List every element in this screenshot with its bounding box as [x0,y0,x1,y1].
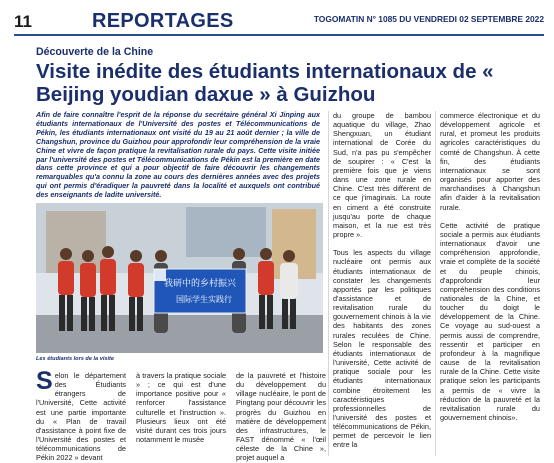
column-bottom-3: de la pauvreté et l'histoire du développement du village nucléaire, le pont de Pingtang pour découvrir les progrès du Guizhou en matière de développement des infrastructures, le FAST dénommé « l'œil céleste de la Chine », projet auquel a [236,371,326,463]
section-title: REPORTAGES [92,10,234,32]
paragraph: commerce électronique et du développement agricole et rural, et promeut les produits agricoles caractéristiques du comté de Changshun. À cette fin, des étudiants internationaux se sont organisés pour apporter des marchandises à Changshun afin d'aider à la revitalisation rurale. [440,111,540,212]
article-kicker: Découverte de la Chine [36,46,154,58]
paragraph: elon le département des Étudiants étrangers de l'Université, Cette activité est une partie importante du « Plan de travail d'assistance à point fixe de l'Université des postes et télécommunications de Pékin 2022 » devant [36,371,126,463]
group-photo [36,203,323,353]
drop-cap: S [36,367,53,395]
article-photo [36,203,323,353]
column-middle [333,111,431,459]
page-number: 11 [14,12,32,31]
paragraph: Tous les aspects du village nucléaire ont permis aux étudiants internationaux de constater les changements apportés par les politiques d'assistance et de revitalisation rurale du gouvernement chinois à la vie des habitants des zones rurales reculées de Chine. Selon le responsable des étudiants internationaux de l'université, Cette activité de pratique sociale pour les étudiants internationaux combine étroitement les caractéristiques professionnelles de l'université des postes et télécommunications de Pékin, permet de percevoir le lien entre la [333,248,431,450]
paragraph: Cette activité de pratique sociale a permis aux étudiants internationaux d'avoir une compréhension approfondie, vraie et complète de la société et du peuple chinois, d'approfondir leur compréhension des conditions nationales de la Chine, et toucher du doigt le développement de la Chine. Ce voyage au sud-ouest a permis aussi de comprendre, ressentir et participer en profondeur à la magnifique cause de la revitalisation rurale de la Chine. Cette visite pratique selon les participants a permis de « vivre la réduction de la pauvreté et la revitalisation rurale du gouvernement chinois». [440,220,540,422]
photo-caption: Les étudiants lors de la visite [36,356,115,362]
column-bottom-2: à travers la pratique sociale » ; ce qui est d'une importance positive pour « renforcer l'assistance culturelle et l'instruction ». Plusieurs lieux ont été visité durant ces trois jours notamment le musée [136,371,226,445]
paragraph: du groupe de bambou aquatique du village, Zhao Shengxuan, un étudiant international de Corée du Sud, n'a pas pu s'empêcher de soupirer : « C'est la première fois que je viens dans une zone rurale en Chine. C'est très différent de ce que j'imaginais. La route en ciment a été construite jusqu'au porte de chaque maison, et la rue est très propre ». [333,111,431,240]
banner-line-1: 我研中的乡村振兴 [163,279,237,289]
issue-line: TOGOMATIN N° 1085 DU VENDREDI 02 SEPTEMBRE 2022 [313,14,544,24]
column-bottom-1 [36,367,126,463]
article-headline: Visite inédite des étudiants internationaux de « Beijing youdian daxue » à Guizhou [36,60,494,106]
banner-line-2: 国际学生实践行 [176,295,232,304]
column-rule [435,111,436,456]
column-right [440,111,540,431]
article-lead: Afin de faire connaître l'esprit de la réponse du secrétaire général Xi Jinping aux étudiants internationaux de l'Université des postes et Télécommunications de Pékin, les étudiants internationaux ont visité du 19 au 21 août dernier ; la ville de Changshun, province du Guizhou pour approfondir leur compréhension de la vraie Chine et vivre de façon pratique la revitalisation rurale du pays. Cette visite initiée par l'université des postes et Télécommunications de Pékin est la première en date dans cette province et qui a pour objectif de faire découvrir les changements remarquables qu'a connu la zone au cours des dernières années avec des projets qui ont permis d'éradiquer la pauvreté dans la localité et auxquels ont contribué des enseignants de ladite université. [36,110,320,200]
column-rule [328,111,329,456]
